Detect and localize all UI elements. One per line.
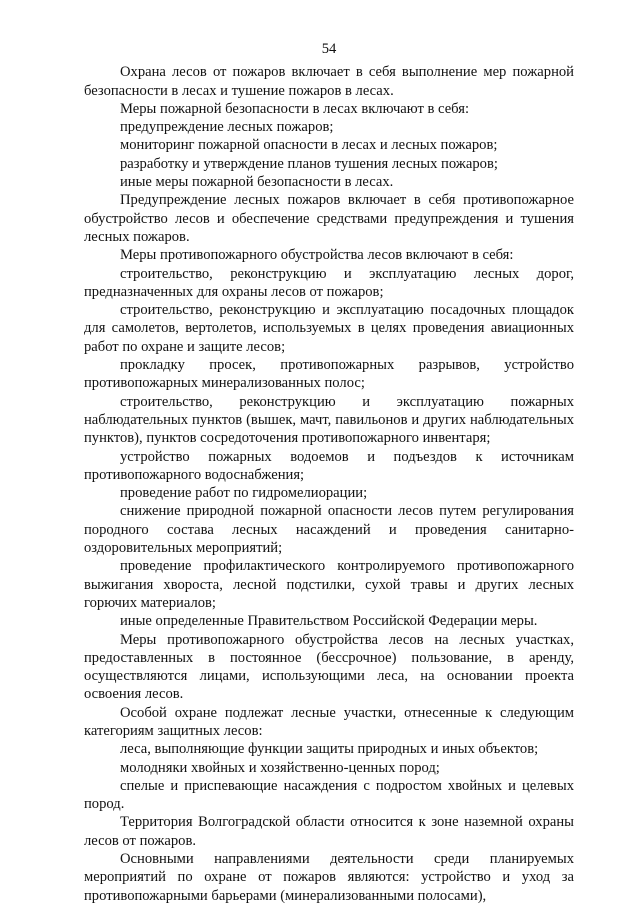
paragraph: Охрана лесов от пожаров включает в себя выполнение мер пожарной безопасности в лесах и тушение пожаров в лесах. xyxy=(84,64,574,99)
list-item: мониторинг пожарной опасности в лесах и лесных пожаров; xyxy=(120,137,498,154)
list-item: строительство, реконструкцию и эксплуатацию лесных дорог, предназначенных для охраны лесов от пожаров; xyxy=(84,265,574,300)
document-body xyxy=(84,63,574,905)
list-item: прокладку просек, противопожарных разрывов, устройство противопожарных минерализованных полос; xyxy=(84,357,574,392)
list-item: иные меры пожарной безопасности в лесах. xyxy=(120,174,394,191)
paragraph: Меры противопожарного обустройства лесов включают в себя: xyxy=(120,247,514,264)
paragraph: Территория Волгоградской области относится к зоне наземной охраны лесов от пожаров. xyxy=(84,814,574,849)
paragraph: Меры пожарной безопасности в лесах включают в себя: xyxy=(120,100,469,117)
list-item: снижение природной пожарной опасности лесов путем регулирования породного состава лесных насаждений и проведения санитарно-оздоровительных мероприятий; xyxy=(84,503,574,557)
paragraph: Особой охране подлежат лесные участки, отнесенные к следующим категориям защитных лесов: xyxy=(84,704,574,739)
paragraph: Основными направлениями деятельности среди планируемых мероприятий по охране от пожаров являются: устройство и уход за противопожарными барьерами (минерализованными полосами), xyxy=(84,851,574,904)
list-item: молодняки хвойных и хозяйственно-ценных пород; xyxy=(120,759,440,776)
page-number: 54 xyxy=(321,41,337,57)
paragraph: Меры противопожарного обустройства лесов на лесных участках, предоставленных в постоянное (бессрочное) пользование, в аренду, осуществляются лицами, использующими леса, на основании проекта освоения лесов. xyxy=(84,631,574,703)
list-item: строительство, реконструкцию и эксплуатацию посадочных площадок для самолетов, вертолетов, используемых в целях проведения авиационных работ по охране и защите лесов; xyxy=(84,302,574,355)
list-item: предупреждение лесных пожаров; xyxy=(120,119,334,136)
list-item: проведение профилактического контролируемого противопожарного выжигания хвороста, лесной подстилки, сухой травы и других лесных горючих материалов; xyxy=(84,558,574,611)
list-item: строительство, реконструкцию и эксплуатацию пожарных наблюдательных пунктов (вышек, мачт, павильонов и других наблюдательных пунктов), пунктов сосредоточения противопожарного инвентаря; xyxy=(84,393,574,447)
list-item: разработку и утверждение планов тушения лесных пожаров; xyxy=(120,155,498,172)
paragraph: Предупреждение лесных пожаров включает в себя противопожарное обустройство лесов и обеспечение средствами предупреждения и тушения лесных пожаров. xyxy=(84,192,574,245)
list-item: устройство пожарных водоемов и подъездов к источникам противопожарного водоснабжения; xyxy=(84,448,574,483)
list-item: леса, выполняющие функции защиты природных и иных объектов; xyxy=(120,741,539,758)
list-item: спелые и приспевающие насаждения с подростом хвойных и целевых пород. xyxy=(84,777,574,813)
list-item: проведение работ по гидромелиорации; xyxy=(120,485,368,502)
list-item: иные определенные Правительством Российской Федерации меры. xyxy=(120,613,538,630)
